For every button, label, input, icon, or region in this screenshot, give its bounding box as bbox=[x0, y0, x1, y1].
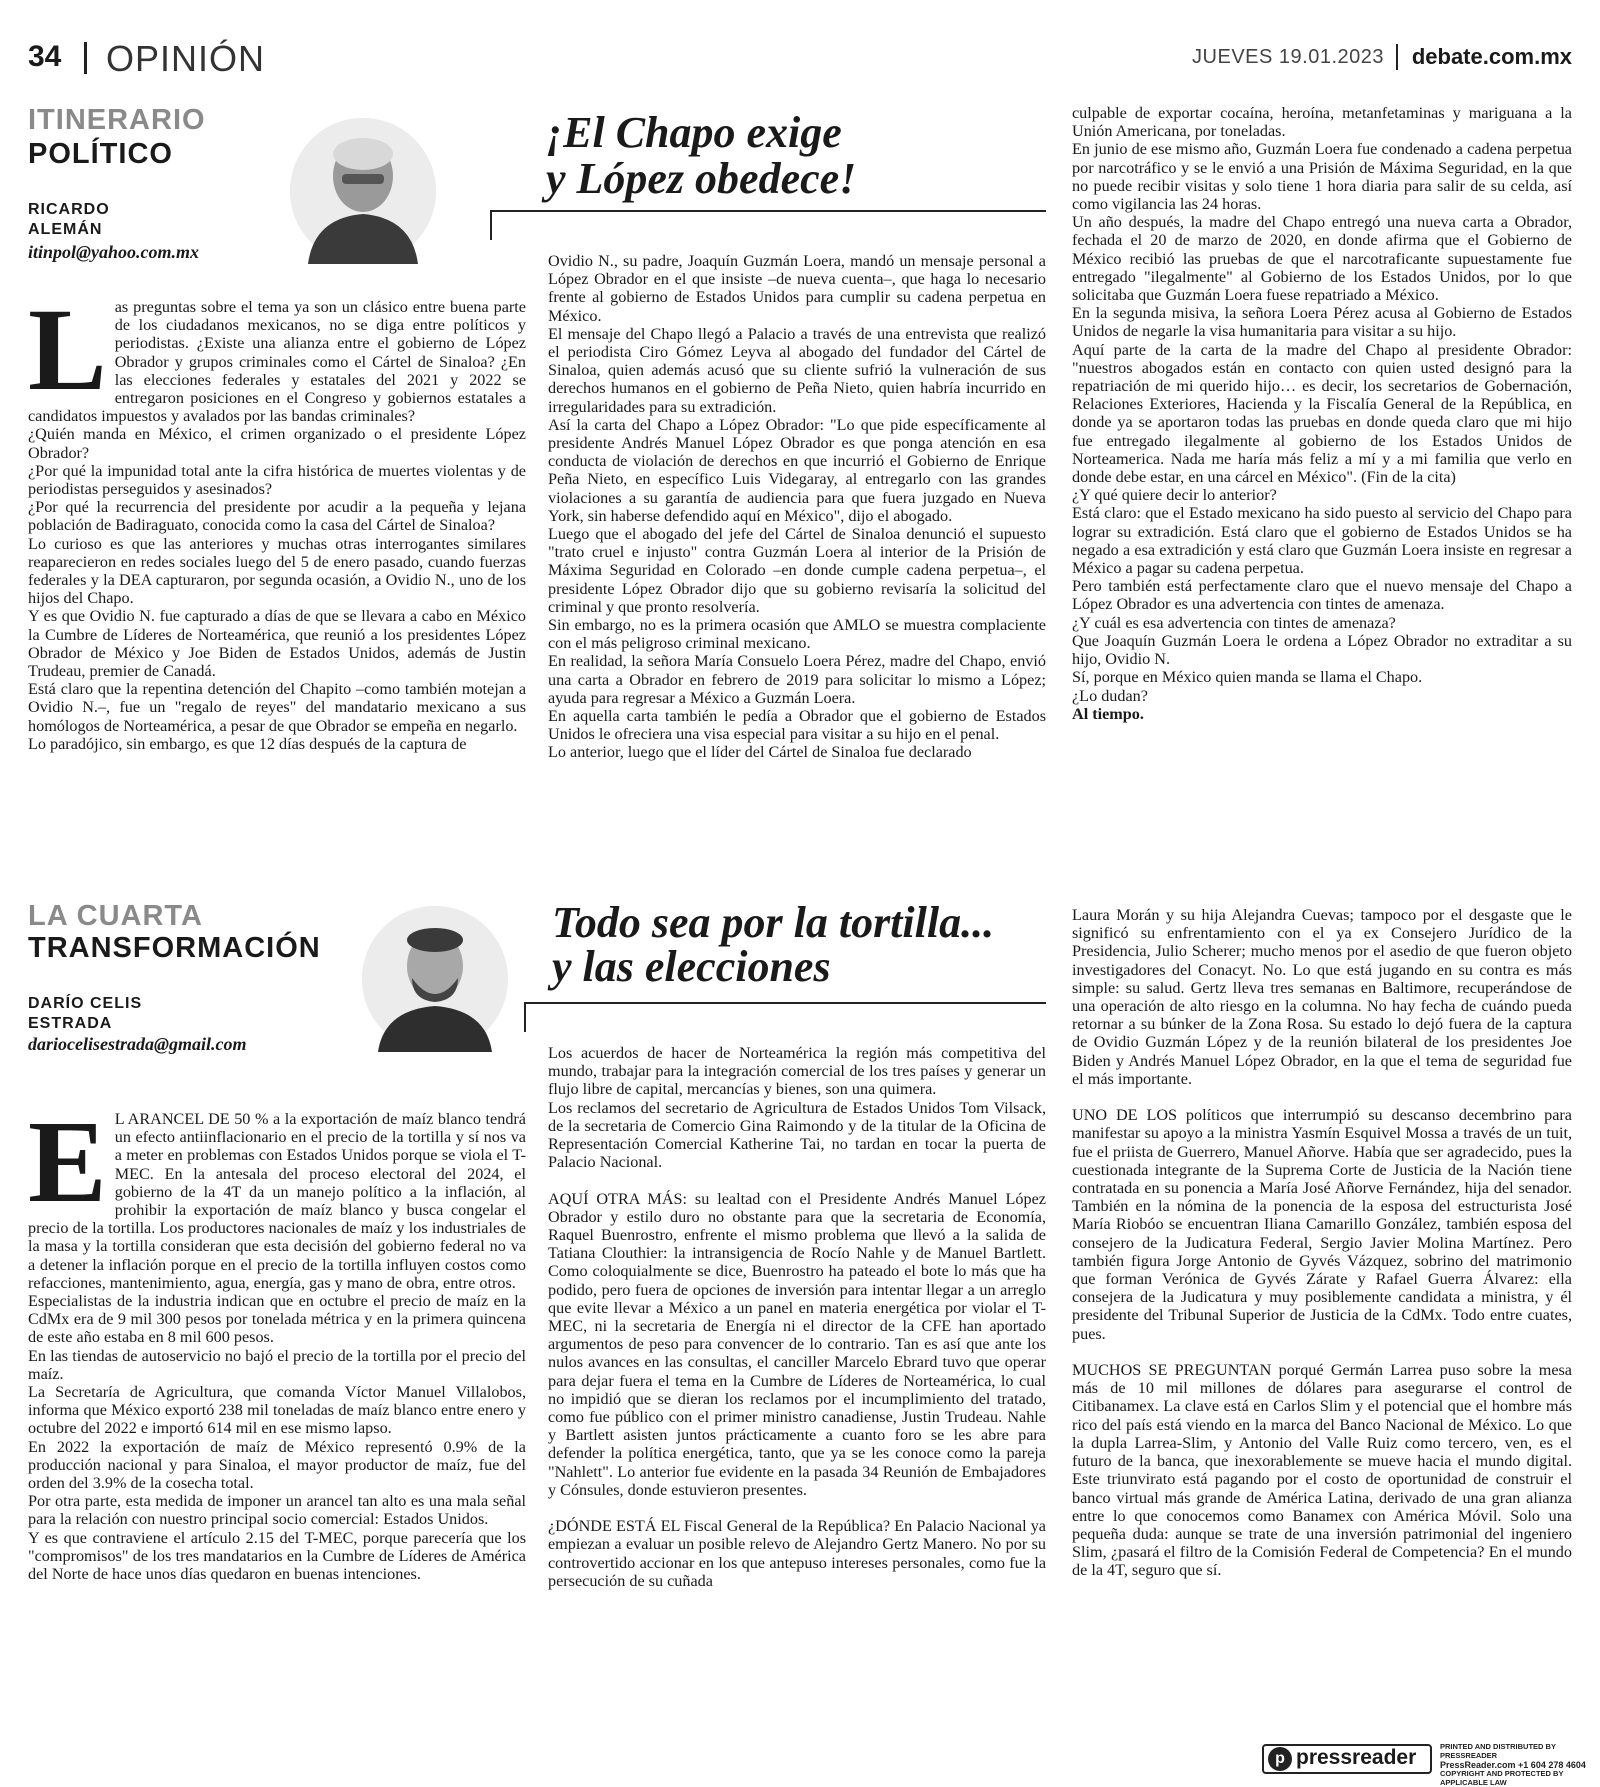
paragraph: Lo anterior, luego que el líder del Cártel de Sinaloa fue declarado bbox=[548, 743, 972, 762]
paragraph: Sí, porque en México quien manda se llama el Chapo. bbox=[1072, 668, 1423, 687]
paragraph: ¿Y cuál es esa advertencia con tintes de amenaza? bbox=[1072, 613, 1396, 632]
author-name-line2: ALEMÁN bbox=[28, 221, 103, 238]
paragraph: L ARANCEL DE 50 % a la exportación de maíz blanco tendrá un efecto antiinflacionario en el precio de la tortilla y sí nos va a meter en problemas con Estados Unidos porque se viola el T-MEC. En la antesala del proceso electoral del 2024, el gobierno de la 4T da un manejo político a la inflación, al prohibir la exportación de maíz blanco y busca congelar el precio de la tortilla. Los productores nacionales de maíz y los industriales de la masa y la tortilla consideran que esta decisión del gobierno federal no va a detener la inflación porque en el precio de la tortilla influyen costos como refacciones, mantenimiento, agua, energía, gas y mano de obra, entre otros. bbox=[28, 1110, 526, 1292]
paragraph: Y es que Ovidio N. fue capturado a días de que se llevara a cabo en México la Cumbre de Líderes de Norteamérica, que reunió a los presidentes López Obrador de México y Joe Biden de Estados Unidos, además de Justin Trudeau, premier de Canadá. bbox=[28, 607, 526, 681]
paragraph: Está claro que la repentina detención del Chapito –como también motejan a Ovidio N.–, fue un "regalo de reyes" del mandatario mexicano a sus homólogos de Norteamérica, a pesar de que Obrador se empeña en negarlo. bbox=[28, 680, 526, 735]
section-title: OPINIÓN bbox=[106, 38, 266, 79]
pressreader-wordmark: pressreader bbox=[1296, 1746, 1417, 1769]
column-name-line2: TRANSFORMACIÓN bbox=[28, 932, 321, 964]
article-title-line1: Todo sea por la tortilla... bbox=[552, 898, 995, 947]
article2-column1 bbox=[28, 1096, 526, 1584]
paragraph bbox=[548, 1171, 1046, 1189]
article2-column2 bbox=[548, 1044, 1046, 1590]
paragraph: UNO DE LOS políticos que interrumpió su descanso decembrino para manifestar su apoyo a la ministra Yasmín Esquivel Mossa a través de un tuit, fue el priista de Guerrero, Manuel Añorve. Había que ser agradecido, pues la cuestionada integrante de la Suprema Corte de Justicia de la Nación tiene contratada en su ponencia a María José Añorve Fernández, hija del senador. También en la nómina de la ponencia de la esposa del estructurista José María Riobóo se encuentran Iliana Camarillo González, también esposa del consejero de la Judicatura Federal, Sergio Javier Molina Martínez. Pero también figura Jorge Antonio de Gyvés Vázquez, sobrino del matrimonio que forman Verónica de Gyvés Zárate y Rafael Guerra Álvarez: ella consejera de la Judicatura y muy posiblemente candidata a ministra, y él presidente del Tribunal Superior de Justicia de la CdMx. Todo entre cuates, pues. bbox=[1072, 1106, 1572, 1343]
paragraph: Especialistas de la industria indican que en octubre el precio de maíz en la CdMx era de 9 mil 300 pesos por tonelada métrica y en la primera quincena de este año estaba en 8 mil 600 pesos. bbox=[28, 1292, 526, 1347]
author-email[interactable]: dariocelisestrada@gmail.com bbox=[28, 1034, 247, 1054]
paragraph: En realidad, la señora María Consuelo Loera Pérez, madre del Chapo, envió una carta a Obrador en febrero de 2019 para solicitar lo mismo a López; ayuda para regresar a México a Guzmán Loera. bbox=[548, 652, 1046, 707]
paragraph: El mensaje del Chapo llegó a Palacio a través de una entrevista que realizó el periodista Ciro Gómez Leyva al abogado del fundador del Cártel de Sinaloa, quien además acusó que su cliente sufrió la vulneración de sus derechos humanos en el gobierno de Peña Nieto, quien habría incurrido en irregularidades para su extradición. bbox=[548, 324, 1046, 416]
author-photo bbox=[290, 118, 436, 264]
info-line: COPYRIGHT AND PROTECTED BY APPLICABLE LAW bbox=[1440, 1769, 1564, 1787]
column-name-line2: POLÍTICO bbox=[28, 138, 173, 170]
column-name-line1: ITINERARIO bbox=[28, 104, 206, 136]
paragraph: AQUÍ OTRA MÁS: su lealtad con el Presidente Andrés Manuel López Obrador y estilo duro no obstante para que la secretaria de Economía, Raquel Buenrostro, enfrente el mismo problema que llevó a la salida de Tatiana Clouthier: la intransigencia de Rocío Nahle y de Manuel Bartlett. Como coloquialmente se dice, Buenrostro ha pateado el bote lo más que ha podido, pero fuera de opciones de inversión para intentar llegar a un arreglo que evite llevar a México a un panel en materia energética por violar el T-MEC, ni la secretaria de Energía ni el director de la CFE han aportado argumentos de peso para convencer de lo contrario. Tan es así que ante los nulos avances en las consultas, el canciller Marcelo Ebrard tuvo que operar para dejar fuera el tema en la Cumbre de Líderes de Norteamérica, lo cual no impidió que se dieran los reclamos por el incumplimiento del tratado, como fue público con el primer ministro canadiense, Justin Trudeau. Nahle y Bartlett asisten juntos prácticamente a cuanto foro se les abre para defender la política energética, tanto, que ya se les conoce como la pareja "Nahlett". Lo anterior fue evidente en la pasada 34 Reunión de Embajadores y Cónsules, donde estuvieron presentes. bbox=[548, 1189, 1046, 1499]
paragraph bbox=[1072, 1343, 1572, 1361]
title-rule bbox=[524, 1002, 1046, 1004]
info-line: PressReader.com +1 604 278 4604 bbox=[1440, 1760, 1586, 1771]
paragraph: En 2022 la exportación de maíz de México representó 0.9% de la producción nacional y para Sinaloa, el mayor productor de maíz, fue del orden del 3.9% de la cosecha total. bbox=[28, 1437, 526, 1493]
paragraph: MUCHOS SE PREGUNTAN porqué Germán Larrea puso sobre la mesa más de 10 mil millones de dólares para asegurarse el control de Citibanamex. La clave está en Carlos Slim y el potencial que el hombre más rico del país está viendo en la marca del Banco Nacional de México. Lo que la dupla Larrea-Slim, y Antonio del Valle Ruiz como tercero, ven, es el futuro de la banca, que inexorablemente se mueve hacia el mundo digital. Este triunvirato está pagando por el costo de oportunidad de construir el banco virtual más grande de América Latina, derivado de una gran alianza entre lo que conocemos como Banamex con América Móvil. Solo una pequeña duda: aunque se trate de una inversión patrimonial del ingeniero Slim, ¿pasará el filtro de la Comisión Federal de Competencia? En el mundo de la 4T, seguro que sí. bbox=[1072, 1361, 1572, 1580]
column-name-line1: LA CUARTA bbox=[28, 900, 203, 932]
pressreader-icon: p bbox=[1268, 1747, 1292, 1771]
paragraph: En junio de ese mismo año, Guzmán Loera fue condenado a cadena perpetua por narcotráfico y se le envió a una Prisión de Máxima Seguridad, en la que no puede recibir visitas y solo tiene 1 hora diaria para salir de su celda, así como vigilancia las 24 horas. bbox=[1072, 140, 1572, 214]
paragraph: En aquella carta también le pedía a Obrador que el gobierno de Estados Unidos le ofreciera una visa especial para visitar a su hijo en el penal. bbox=[548, 707, 1046, 744]
paragraph: ¿Por qué la recurrencia del presidente por acudir a la pequeña y lejana población de Badiraguato, conocida como la casa del Cártel de Sinaloa? bbox=[28, 498, 526, 535]
author-photo bbox=[362, 906, 508, 1052]
paragraph: Los reclamos del secretario de Agricultura de Estados Unidos Tom Vilsack, de la secretaria de Comercio Gina Raimondo y de la titular de la Oficina de Representación Comercial Katherine Tai, no tardan en tocar la puerta de Palacio Nacional. bbox=[548, 1098, 1046, 1172]
title-rule-vertical bbox=[524, 1002, 526, 1032]
site-link[interactable]: debate.com.mx bbox=[1411, 44, 1572, 69]
paragraph bbox=[1072, 1088, 1572, 1106]
article1-column2 bbox=[548, 252, 1046, 762]
paragraph: Está claro: que el Estado mexicano ha sido puesto al servicio del Chapo para lograr su extradición. Está claro que el gobierno de Estados Unidos se ha negado a esa extradición y está claro que Guzmán Loera insiste en regresar a México a pagar su cadena perpetua. bbox=[1072, 504, 1572, 578]
paragraph bbox=[548, 1499, 1046, 1517]
paragraph: Sin embargo, no es la primera ocasión que AMLO se muestra complaciente con el más peligroso criminal mexicano. bbox=[548, 616, 1046, 653]
paragraph: Pero también está perfectamente claro que el nuevo mensaje del Chapo a López Obrador es una advertencia con tintes de amenaza. bbox=[1072, 577, 1572, 614]
author-portrait-icon bbox=[362, 906, 508, 1052]
paragraph: Los acuerdos de hacer de Norteamérica la región más competitiva del mundo, trabajar para la integración comercial de los tres países y generar un flujo libre de capital, mercancías y bienes, son una quimera. bbox=[548, 1044, 1046, 1099]
author-name-line2: ESTRADA bbox=[28, 1015, 113, 1032]
article1-column1 bbox=[28, 284, 526, 753]
paragraph: Así la carta del Chapo a López Obrador: "Lo que pide específicamente al presidente Andrés Manuel López Obrador es que ponga atención en esa conducta de violación de derechos en que incurrió el Gobierno de Enrique Peña Nieto, en específico Luis Videgaray, al entregarlo con las grandes violaciones a su garantía de audiencia para que fuera juzgado en Nueva York, sin haberse defendido aquí en México", dijo el abogado. bbox=[548, 415, 1046, 525]
paragraph: ¿Lo dudan? bbox=[1072, 686, 1148, 705]
author-portrait-icon bbox=[290, 118, 436, 264]
paragraph: ¿DÓNDE ESTÁ EL Fiscal General de la República? En Palacio Nacional ya empiezan a evaluar un posible relevo de Alejandro Gertz Manero. No por su controvertido accionar en los que antepuso intereses personales, como fue la persecución de su cuñada bbox=[548, 1517, 1046, 1590]
dropcap: E bbox=[28, 1096, 107, 1227]
title-rule-vertical bbox=[490, 210, 492, 240]
dropcap: L bbox=[28, 284, 107, 415]
author-email[interactable]: itinpol@yahoo.com.mx bbox=[28, 242, 199, 262]
paragraph: as preguntas sobre el tema ya son un clásico entre buena parte de los ciudadanos mexicanos, no se diga entre políticos y periodistas. ¿Existe una alianza entre el gobierno de López Obrador y grupos criminales como el Cártel de Sinaloa? ¿En las elecciones federales y estatales del 2021 y 2022 se entregaron posiciones en el Congreso y gobiernos estatales a candidatos impuestos y avalados por las bandas criminales? bbox=[28, 298, 526, 426]
author-name-line1: DARÍO CELIS bbox=[28, 995, 143, 1012]
title-rule bbox=[490, 210, 1046, 212]
paragraph: ¿Quién manda en México, el crimen organizado o el presidente López Obrador? bbox=[28, 425, 526, 462]
issue-date: JUEVES 19.01.2023 bbox=[1192, 46, 1384, 68]
paragraph: En la segunda misiva, la señora Loera Pérez acusa al Gobierno de Estados Unidos de negarle la visa humanitaria para visitar a su hijo. bbox=[1072, 304, 1572, 341]
closing-line: Al tiempo. bbox=[1072, 704, 1144, 723]
page-number: 34 bbox=[28, 40, 62, 73]
header-divider bbox=[84, 42, 87, 74]
paragraph: Un año después, la madre del Chapo entregó una nueva carta a Obrador, fechada el 20 de marzo de 2020, en donde afirma que el Gobierno de México recibió las pruebas de que el narcotraficante supuestamente fue entregado "ilegalmente" al Gobierno de los Estados Unidos, por lo que solicitaba que Guzmán Loera fuese repatriado a México. bbox=[1072, 213, 1572, 305]
paragraph: Ovidio N., su padre, Joaquín Guzmán Loera, mandó un mensaje personal a López Obrador en el que insiste –de nueva cuenta–, que haga lo necesario frente al gobierno de Estados Unidos para cumplir su cadena perpetua en México. bbox=[548, 252, 1046, 325]
paragraph: En las tiendas de autoservicio no bajó el precio de la tortilla por el precio del maíz. bbox=[28, 1346, 526, 1383]
paragraph: Que Joaquín Guzmán Loera le ordena a López Obrador no extraditar a su hijo, Ovidio N. bbox=[1072, 631, 1572, 669]
paragraph: ¿Por qué la impunidad total ante la cifra histórica de muertes violentas y de periodistas perseguidos y asesinados? bbox=[28, 461, 526, 499]
paragraph: La Secretaría de Agricultura, que comanda Víctor Manuel Villalobos, informa que México exportó 238 mil toneladas de maíz blanco entre enero y octubre del 2022 e importó 614 mil en ese mismo lapso. bbox=[28, 1383, 526, 1438]
info-line: PRINTED AND DISTRIBUTED BY PRESSREADER bbox=[1440, 1742, 1556, 1760]
paragraph: Lo paradójico, sin embargo, es que 12 días después de la captura de bbox=[28, 734, 467, 753]
article1-column3 bbox=[1072, 104, 1572, 723]
paragraph: Luego que el abogado del jefe del Cártel de Sinaloa denunció el supuesto "trato cruel e injusto" contra Guzmán Loera al interior de la Prisión de Máxima Seguridad en Colorado –en donde cumple cadena perpetua–, el presidente López Obrador dijo que su gobierno revisaría la solicitud del criminal y que pronto resolvería. bbox=[548, 525, 1046, 616]
paragraph: Laura Morán y su hija Alejandra Cuevas; tampoco por el desgaste que le significó su enfrentamiento con el ya ex Consejero Jurídico de la Presidencia, Julio Scherer; mucho menos por el asedio de que fueron objeto investigadores del Conacyt. No. Lo que está jugando en su contra es más simple: su salud. Gertz lleva tres semanas en Baltimore, recuperándose de una operación de alto riesgo en la columna. No hay fecha de cuándo pueda retornar a su búnker de la Zona Rosa. Su estado lo dejó fuera de la captura de Ovidio Guzmán López y de la reunión bilateral de los presidentes Joe Biden y Andrés Manuel López Obrador, en la que el tema de seguridad fue el más importante. bbox=[1072, 906, 1572, 1088]
paragraph: Lo curioso es que las anteriores y muchas otras interrogantes similares reaparecieron en redes sociales luego del 5 de enero pasado, cuando fuerzas federales y la DEA capturaron, por segunda ocasión, a Ovidio N., uno de los hijos del Chapo. bbox=[28, 534, 526, 608]
article2-column3 bbox=[1072, 906, 1572, 1580]
paragraph: Y es que contraviene el artículo 2.15 del T-MEC, porque parecería que los "compromisos" de los tres mandatarios en la Cumbre de Líderes de América del Norte de hace unos días quedaron en buenas intenciones. bbox=[28, 1528, 526, 1584]
header-divider-right bbox=[1396, 44, 1398, 70]
paragraph: Aquí parte de la carta de la madre del Chapo al presidente Obrador: "nuestros abogados están en contacto con quien usted designó para la repatriación de mi querido hijo… es decir, los secretarios de Gobernación, Relaciones Exteriores, Hacienda y la Fiscalía General de la República, en donde ya se aportaron todas las pruebas en donde queda claro que mi hijo fue entregado ilegalmente al gobierno de los Estados Unidos de Norteamerica. Nada me haría más feliz a mí y a mi familia que verlo en donde debe estar, en una cárcel en México". (Fin de la cita) bbox=[1072, 340, 1572, 487]
pressreader-info bbox=[1440, 1743, 1592, 1787]
article-title-line2: y López obedece! bbox=[546, 154, 857, 203]
article-title-line1: ¡El Chapo exige bbox=[546, 108, 842, 157]
article-title-line2: y las elecciones bbox=[552, 942, 831, 991]
paragraph: culpable de exportar cocaína, heroína, metanfetaminas y mariguana a la Unión Americana, por toneladas. bbox=[1072, 104, 1572, 141]
paragraph: ¿Y qué quiere decir lo anterior? bbox=[1072, 486, 1277, 505]
author-name-line1: RICARDO bbox=[28, 201, 110, 218]
paragraph: Por otra parte, esta medida de imponer un arancel tan alto es una mala señal para la relación con nuestro principal socio comercial: Estados Unidos. bbox=[28, 1492, 526, 1529]
